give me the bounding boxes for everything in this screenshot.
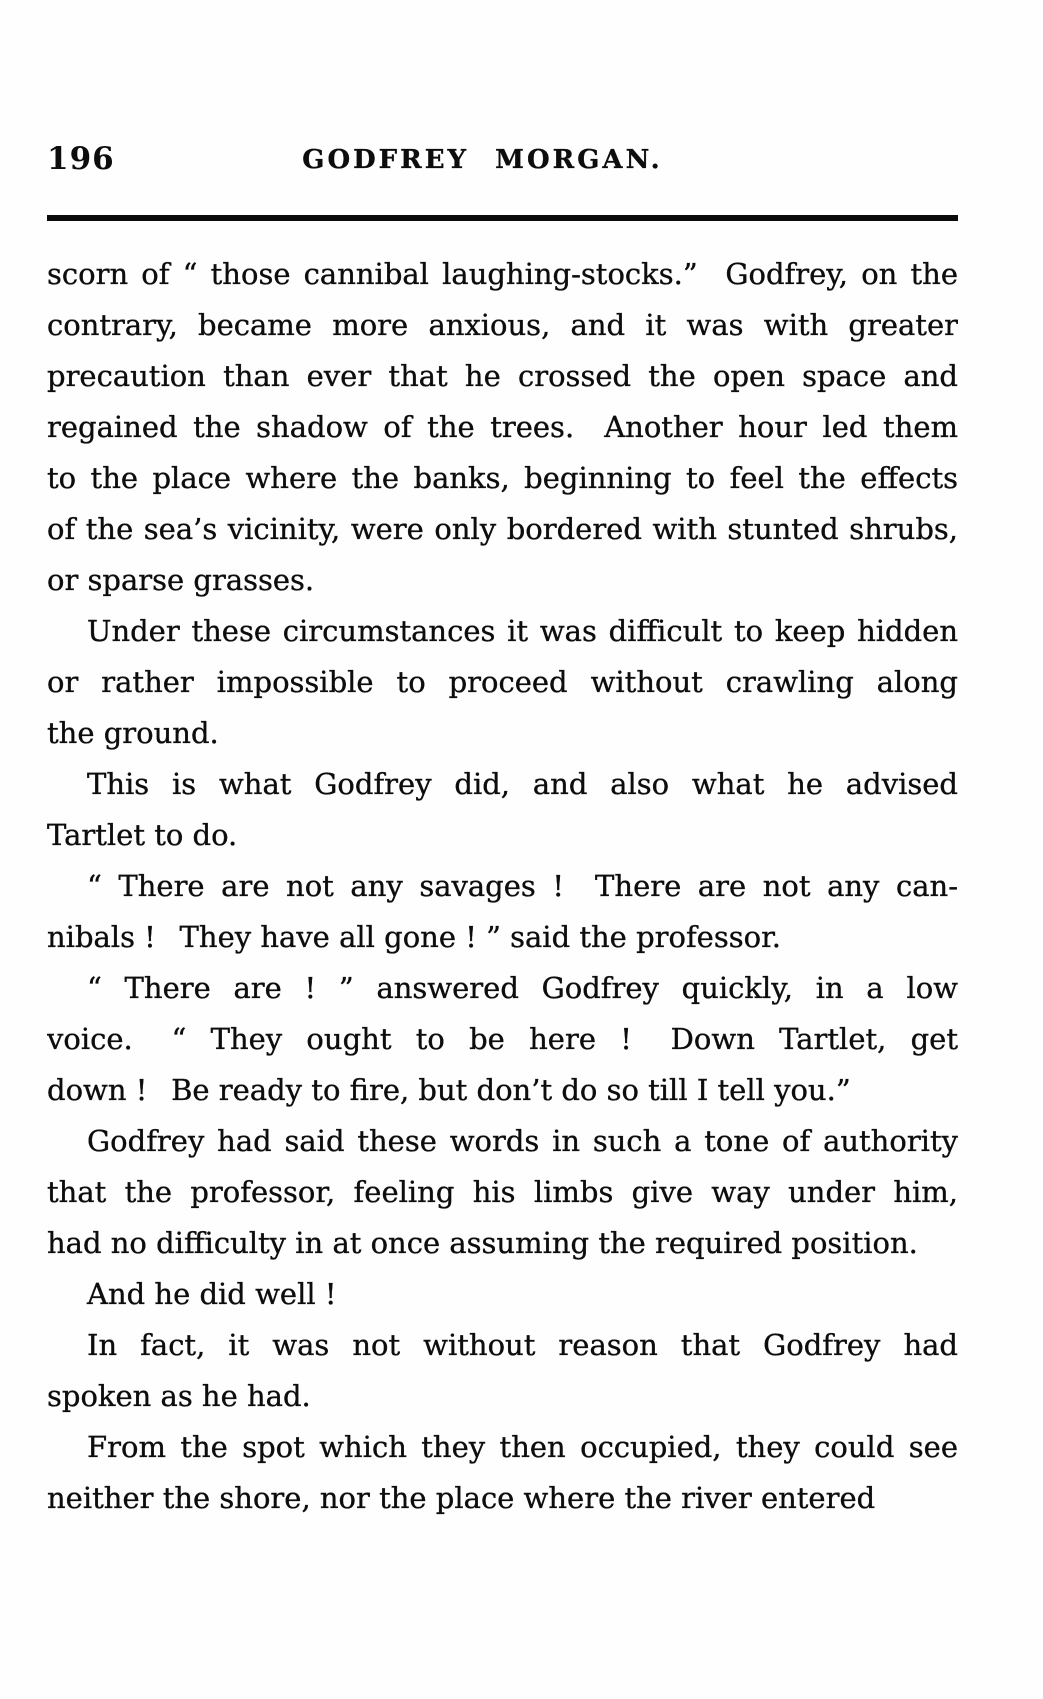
text-line: precaution than ever that he crossed the open space and	[47, 359, 958, 393]
text-body	[47, 249, 958, 1524]
text-line: contrary, became more anxious, and it was with greater	[47, 308, 958, 342]
text-line: scorn of “ those cannibal laughing-stocks.” Godfrey, on the	[47, 257, 958, 291]
text-line: had no difficulty in at once assuming the required position.	[47, 1226, 918, 1260]
text-line: the ground.	[47, 716, 219, 750]
text-line: “ There are not any savages ! There are not any can-	[87, 869, 958, 903]
paragraph	[47, 759, 958, 861]
text-line: of the sea’s vicinity, were only bordered with stunted shrubs,	[47, 512, 958, 546]
paragraph	[47, 861, 958, 963]
text-line: From the spot which they then occupied, they could see	[87, 1430, 958, 1464]
text-line: And he did well !	[87, 1277, 337, 1311]
text-line: or rather impossible to proceed without crawling along	[47, 665, 958, 699]
running-header-title: GODFREY MORGAN.	[302, 145, 663, 175]
paragraph	[47, 1269, 958, 1320]
paragraph	[47, 1116, 958, 1269]
text-line: that the professor, feeling his limbs give way under him,	[47, 1175, 958, 1209]
text-line: In fact, it was not without reason that Godfrey had	[87, 1328, 958, 1362]
paragraph	[47, 1320, 958, 1422]
text-line: regained the shadow of the trees. Another hour led them	[47, 410, 958, 444]
text-line: Tartlet to do.	[47, 818, 238, 852]
header-rule	[47, 215, 958, 221]
text-line: voice. “ They ought to be here ! Down Tartlet, get	[47, 1022, 958, 1056]
paragraph	[47, 249, 958, 606]
text-line: Godfrey had said these words in such a tone of authority	[87, 1124, 958, 1158]
text-line: to the place where the banks, beginning to feel the effects	[47, 461, 958, 495]
page-number: 196	[47, 141, 115, 177]
text-line: spoken as he had.	[47, 1379, 311, 1413]
page-header	[47, 142, 958, 176]
text-line: or sparse grasses.	[47, 563, 315, 597]
text-line: Under these circumstances it was difficult to keep hidden	[87, 614, 958, 648]
paragraph	[47, 606, 958, 759]
paragraph	[47, 963, 958, 1116]
text-line: “ There are ! ” answered Godfrey quickly, in a low	[87, 971, 958, 1005]
text-line: down ! Be ready to fire, but don’t do so till I tell you.”	[47, 1073, 851, 1107]
paragraph	[47, 1422, 958, 1524]
text-line: neither the shore, nor the place where the river entered	[47, 1481, 876, 1515]
text-line: This is what Godfrey did, and also what he advised	[87, 767, 958, 801]
text-line: nibals ! They have all gone ! ” said the professor.	[47, 920, 781, 954]
